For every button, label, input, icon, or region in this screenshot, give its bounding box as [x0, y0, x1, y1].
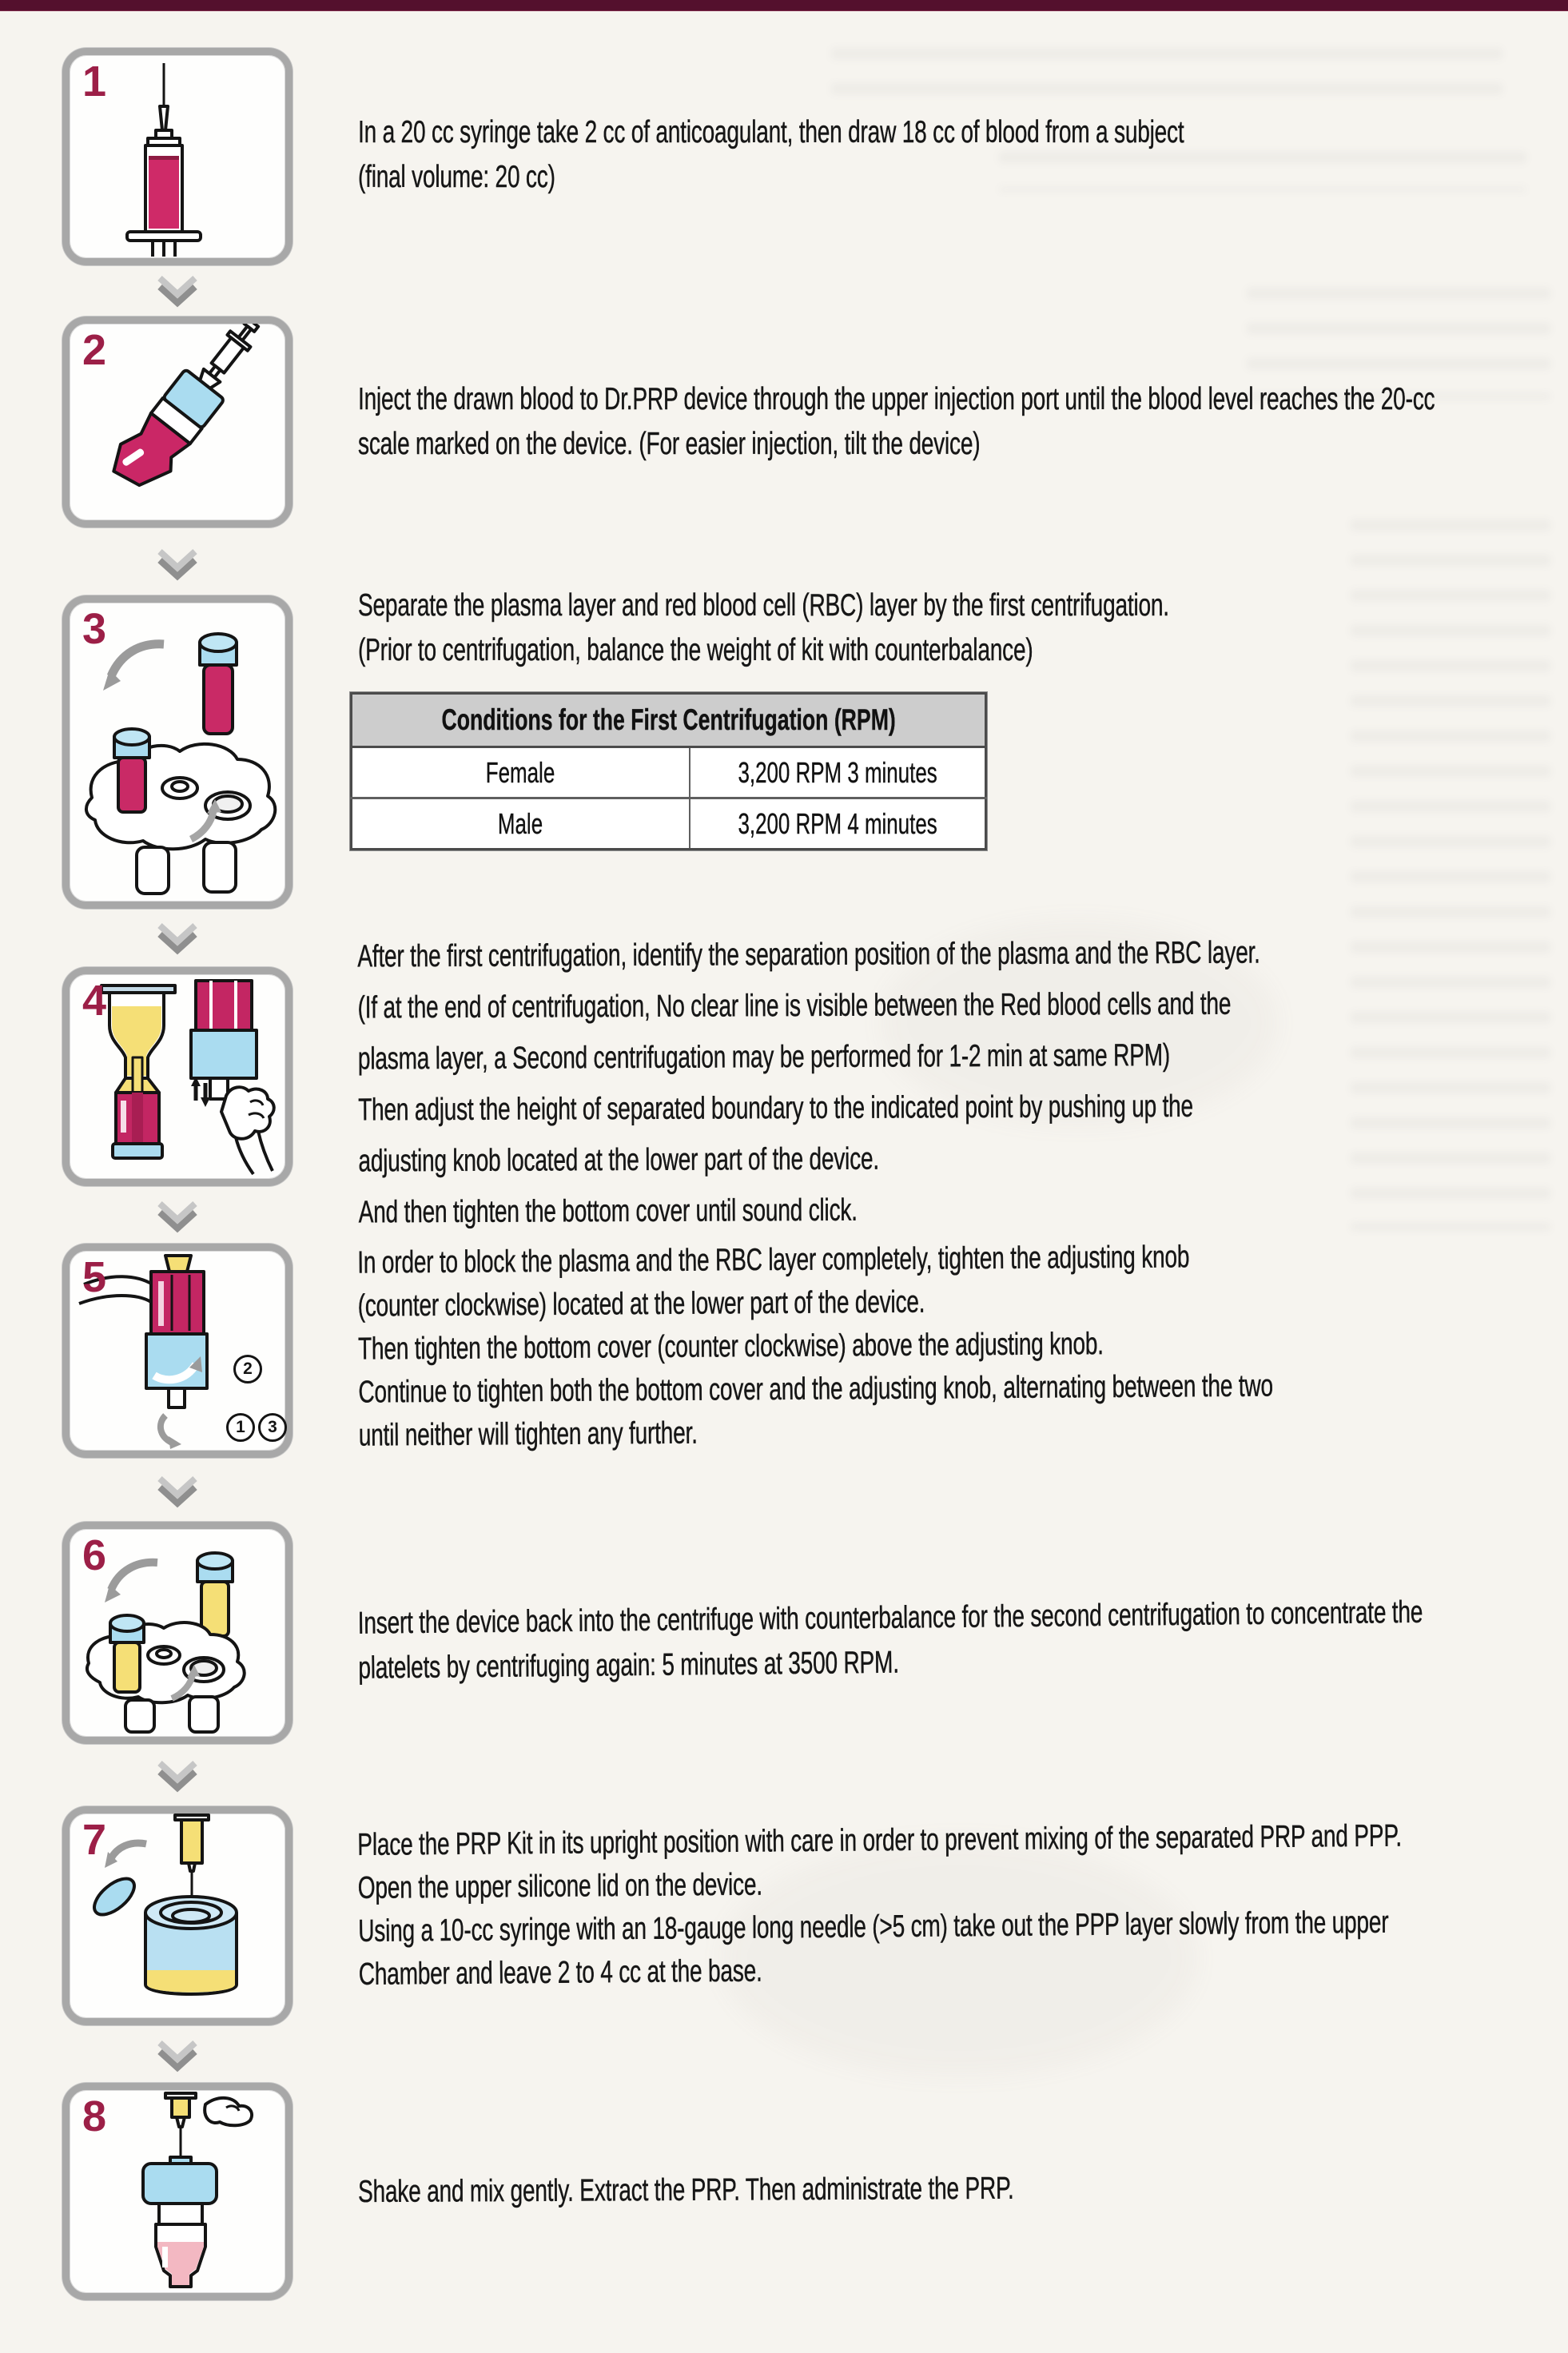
down-arrow-icon — [155, 1475, 200, 1511]
down-arrow-icon — [155, 275, 200, 310]
instruction-line: Separate the plasma layer and red blood cell (RBC) layer by the first centrifugation. — [358, 588, 1169, 623]
instruction-line: (Prior to centrifugation, balance the weight of kit with counterbalance) — [358, 633, 1033, 667]
step-3-number: 3 — [82, 605, 105, 653]
instruction-line: Shake and mix gently. Extract the PRP. Then administrate the PRP. — [357, 2171, 1014, 2209]
prp-device-icon — [105, 357, 233, 499]
plasma-tube-icon — [197, 1553, 233, 1636]
instruction-line: (If at the end of centrifugation, No clear line is visible between the Red blood cells and the — [357, 986, 1232, 1025]
instruction-line: After the first centrifugation, identify the separation position of the plasma and the RBC layer. — [357, 935, 1260, 974]
scan-bleed-artifact — [831, 24, 1502, 112]
syringe-icon — [165, 2093, 196, 2162]
instruction-line: Place the PRP Kit in its upright position with care in order to prevent mixing of the separated PRP and PPP. — [357, 1818, 1403, 1862]
instruction-line: platelets by centrifuging again: 5 minutes at 3500 RPM. — [358, 1645, 900, 1686]
instruction-line: (final volume: 20 cc) — [358, 160, 555, 194]
silicone-lid-icon — [88, 1872, 140, 1921]
instruction-line: scale marked on the device. (For easier injection, tilt the device) — [358, 427, 981, 461]
step-1-panel — [62, 48, 293, 265]
step-8-panel — [62, 2083, 293, 2300]
rotor-leg — [204, 842, 236, 892]
curved-arrow-icon — [103, 644, 164, 691]
instruction-line: until neither will tighten any further. — [358, 1415, 698, 1453]
table-cell-condition: 3,200 RPM 4 minutes — [738, 806, 937, 840]
separated-device-icon — [101, 985, 175, 1158]
order-marker-3: 3 — [258, 1413, 287, 1442]
hand-icon — [205, 2098, 252, 2125]
rotor-leg — [189, 1697, 218, 1732]
step-5-panel — [62, 1244, 293, 1458]
plasma-tube-icon — [110, 1615, 144, 1692]
instruction-line: Continue to tighten both the bottom cover and the adjusting knob, alternating between the two — [358, 1368, 1273, 1410]
step-2-text — [358, 377, 1568, 467]
upper-port-icon — [165, 1256, 191, 1272]
table-row — [352, 747, 986, 798]
step-7-number: 7 — [82, 1816, 105, 1864]
table-row — [352, 798, 986, 850]
prp-device-icon — [143, 2157, 217, 2287]
curved-arrow-icon — [105, 1843, 146, 1868]
adjusting-knob-device-icon — [191, 981, 257, 1099]
down-arrow-icon — [155, 548, 200, 583]
table-cell-condition: 3,200 RPM 3 minutes — [738, 755, 937, 789]
step-5-number: 5 — [82, 1253, 105, 1301]
order-marker-1: 1 — [226, 1413, 255, 1442]
page-top-bar — [0, 0, 1568, 10]
step-5-text — [357, 1232, 1568, 1457]
rotor-leg — [125, 1700, 154, 1732]
step-6-text — [357, 1586, 1568, 1690]
instruction-line: Chamber and leave 2 to 4 cc at the base. — [358, 1953, 762, 1992]
instruction-line: (counter clockwise) located at the lower part of the device. — [357, 1284, 925, 1324]
step-3-panel — [62, 595, 293, 909]
curved-arrow-icon — [105, 1563, 157, 1603]
instruction-line: In a 20 cc syringe take 2 cc of anticoagulant, then draw 18 cc of blood from a subject — [358, 115, 1184, 149]
rotor-leg — [137, 847, 169, 894]
step-7-text — [357, 1811, 1568, 1997]
instruction-line: Then tighten the bottom cover (counter clockwise) above the adjusting knob. — [357, 1327, 1104, 1367]
device-body-icon — [146, 1272, 207, 1407]
step-3-text — [358, 583, 1485, 673]
down-arrow-icon — [155, 922, 200, 958]
down-arrow-icon — [155, 1760, 200, 1795]
instruction-line: And then tighten the bottom cover until sound click. — [358, 1192, 858, 1230]
step-8-text — [358, 2165, 1269, 2215]
step-2-panel — [62, 317, 293, 528]
instruction-line: Then adjust the height of separated boundary to the indicated point by pushing up the — [358, 1089, 1194, 1128]
centrifugation-conditions-table — [350, 692, 987, 850]
order-marker-2: 2 — [233, 1355, 262, 1384]
blood-tube-icon — [114, 729, 149, 812]
down-arrow-icon — [155, 1200, 200, 1236]
down-arrow-icon — [155, 2040, 200, 2075]
table-cell-subject: Male — [498, 806, 543, 840]
step-6-number: 6 — [82, 1531, 105, 1579]
instruction-line: In order to block the plasma and the RBC layer completely, tighten the adjusting knob — [357, 1240, 1190, 1280]
step-1-number: 1 — [82, 58, 105, 106]
step-6-panel — [62, 1522, 293, 1744]
step-4-number: 4 — [82, 977, 105, 1025]
step-7-panel — [62, 1806, 293, 2025]
step-4-text — [357, 926, 1568, 1239]
instruction-line: Inject the drawn blood to Dr.PRP device through the upper injection port until the blood level reaches the 20-cc — [358, 382, 1435, 416]
instruction-line: Open the upper silicone lid on the device. — [357, 1867, 763, 1905]
syringe-icon — [127, 63, 201, 257]
table-cell-subject: Female — [486, 755, 555, 789]
step-8-number: 8 — [82, 2092, 105, 2140]
instruction-line: adjusting knob located at the lower part of the device. — [358, 1141, 880, 1179]
table-title: Conditions for the First Centrifugation (RPM) — [441, 703, 896, 736]
rotate-arrow-icon — [161, 1415, 181, 1449]
blood-tube-icon — [200, 634, 237, 734]
hand-icon — [221, 1087, 274, 1174]
instruction-line: Using a 10-cc syringe with an 18-gauge long needle (>5 cm) take out the PPP layer slowly from the upper — [358, 1905, 1389, 1949]
instruction-line: Insert the device back into the centrifuge with counterbalance for the second centrifugation to concentrate the — [357, 1595, 1423, 1641]
step-2-number: 2 — [82, 326, 105, 374]
up-down-arrows-icon — [191, 1077, 210, 1107]
step-4-panel — [62, 967, 293, 1186]
instruction-line: plasma layer, a Second centrifugation may be performed for 1-2 min at same RPM) — [357, 1037, 1171, 1077]
device-chamber-icon — [145, 1897, 237, 1994]
step-1-text — [358, 110, 1505, 200]
